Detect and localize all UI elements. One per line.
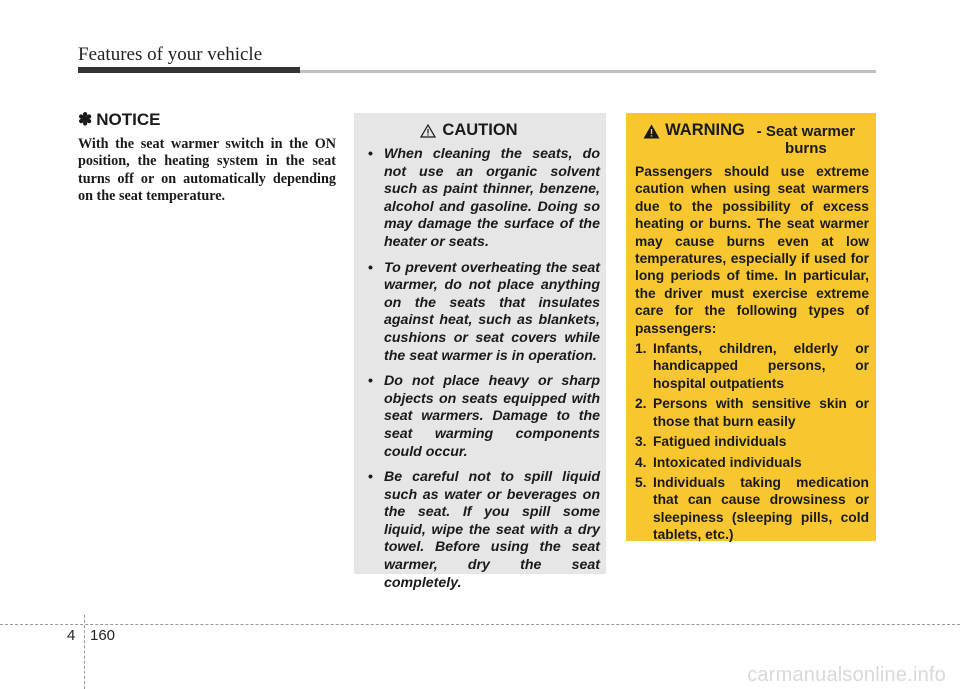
warning-list-item: 5. Individuals taking medication that can cause drowsiness or sleepiness (sleeping pills, cold tablets, etc.)	[635, 474, 869, 543]
caution-heading-text: CAUTION	[442, 121, 518, 139]
notice-section	[78, 110, 336, 206]
warning-intro: Passengers should use extreme caution when using seat warmers due to the possibility of excess heating or burns. The seat warmer may cause burns even at low temperatures, especially if used for long periods of time. In particular, the driver must exercise extreme care for the following types of passengers:	[635, 164, 869, 336]
header-rule-accent	[78, 67, 300, 73]
warning-triangle-icon	[643, 124, 660, 139]
footer-divider	[84, 615, 85, 689]
caution-triangle-icon	[420, 124, 436, 138]
warning-list-item: 1. Infants, children, elderly or handicapped persons, or hospital outpatients	[635, 341, 869, 391]
warning-box	[626, 113, 876, 541]
notice-body: With the seat warmer switch in the ON position, the heating system in the seat turns off or on automatically depending on the seat temperature.	[78, 136, 336, 205]
page-header-title: Features of your vehicle	[78, 44, 263, 65]
warning-heading-text: WARNING	[665, 121, 745, 139]
warning-list-item: 2. Persons with sensitive skin or those that burn easily	[635, 396, 869, 429]
warning-subheading: - Seat warmer burns	[756, 123, 856, 157]
caution-item: • To prevent overheating the seat warmer, do not place anything on the seats that insulates against heat, such as blankets, cushions or seat covers while the seat warmer is in operation.	[368, 259, 600, 364]
warning-heading	[635, 121, 869, 157]
caution-heading	[338, 121, 600, 140]
footer-rule	[0, 624, 960, 625]
watermark: carmanualsonline.info	[747, 664, 946, 686]
notice-star-icon: ✽	[78, 110, 93, 129]
page-number: 160	[90, 627, 116, 644]
caution-item: • Do not place heavy or sharp objects on seats equipped with seat warmers. Damage to the seat warming components could occur.	[368, 373, 600, 460]
chapter-number: 4	[67, 627, 76, 644]
notice-heading	[78, 110, 336, 130]
caution-item: • When cleaning the seats, do not use an organic solvent such as paint thinner, benzene, alcohol and gasoline. Doing so may damage the surface of the heater or seats.	[368, 146, 600, 250]
warning-list-item: 4. Intoxicated individuals	[635, 454, 802, 470]
notice-heading-text: NOTICE	[96, 110, 161, 129]
warning-list-item: 3. Fatigued individuals	[635, 434, 787, 450]
caution-box	[354, 113, 606, 591]
caution-item: • Be careful not to spill liquid such as water or beverages on the seat. If you spill some liquid, wipe the seat with a dry towel. Before using the seat warmer, dry the seat completely.	[368, 469, 600, 591]
